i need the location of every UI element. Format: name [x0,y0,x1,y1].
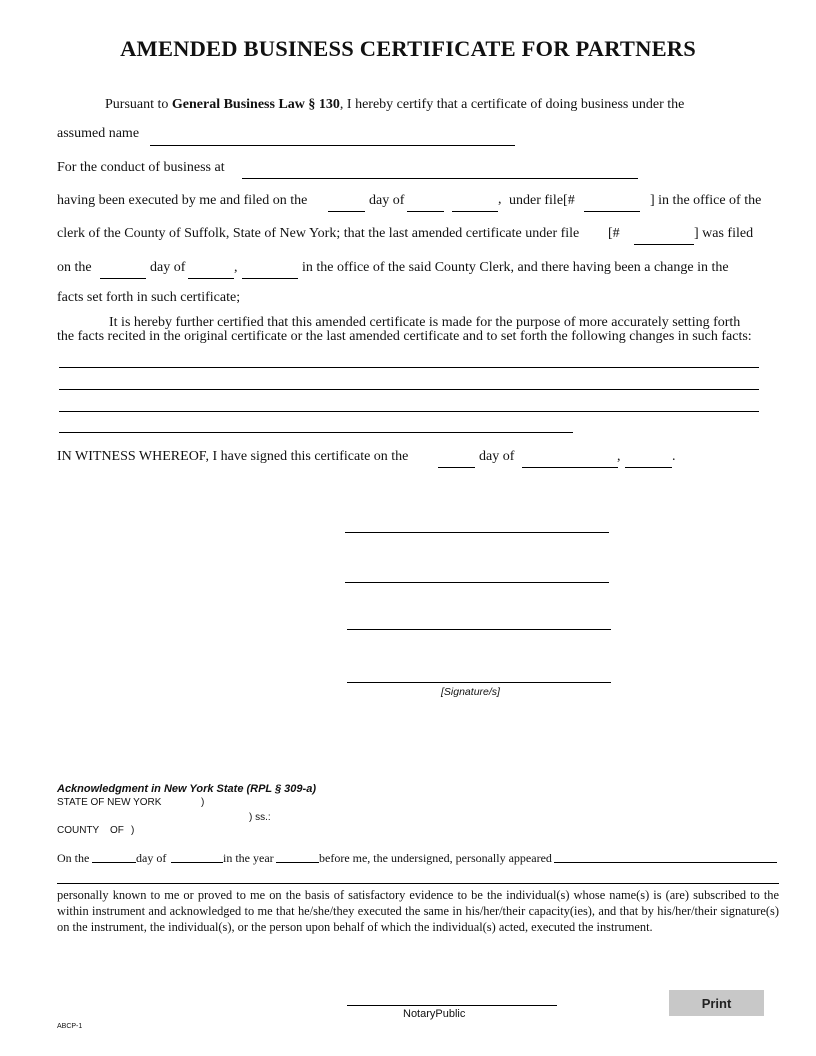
witness-day-field[interactable] [438,453,475,468]
last-file-number-field[interactable] [634,230,694,245]
signature-caption: [Signature/s] [441,686,500,698]
on-the-comma: , [234,260,238,275]
signature-line-2[interactable] [345,582,609,583]
page-title: AMENDED BUSINESS CERTIFICATE FOR PARTNERS [120,36,696,61]
signature-line-3[interactable] [347,629,611,630]
last-filed-year-field[interactable] [242,264,298,279]
ack-day-field[interactable] [92,850,136,863]
pursuant-pre: Pursuant to [105,97,172,112]
business-address-field[interactable] [242,164,638,179]
form-code: ABCP-1 [57,1023,83,1030]
county-label: COUNTY [57,825,100,836]
last-file-hash: [# [608,226,620,241]
witness-period: . [672,449,676,464]
on-the-day-of: day of [150,260,186,275]
witness-day-of: day of [479,449,515,464]
filed-year-field[interactable] [452,197,498,212]
further-certified-line1: It is hereby further certified that this amended certificate is made for the purpose of more accurately setting forth [109,315,741,330]
witness-month-field[interactable] [522,453,618,468]
ack-day-of: day of [136,851,167,865]
notary-public-label: NotaryPublic [403,1008,466,1020]
further-certified-line2: the facts recited in the original certificate or the last amended certificate and to set forth the following changes in such facts: [57,329,752,344]
ss-label: ) ss.: [249,812,271,823]
ack-before-me: before me, the undersigned, personally appeared [319,851,552,865]
executed-text: having been executed by me and filed on the [57,193,308,208]
last-filed-day-field[interactable] [100,264,146,279]
witness-comma: , [617,449,621,464]
assumed-name-label: assumed name [57,126,140,141]
filed-month-field[interactable] [407,197,444,212]
last-filed-month-field[interactable] [188,264,234,279]
acknowledgment-title: Acknowledgment in New York State (RPL § 309-a) [57,783,316,795]
signature-line-4[interactable] [347,682,611,683]
on-the-text: on the [57,260,92,275]
changes-line-4[interactable] [59,432,573,433]
file-number-field[interactable] [584,197,640,212]
pursuant-post: , I hereby certify that a certificate of doing business under the [339,97,685,112]
executed-day-of: day of [369,193,405,208]
signature-line-1[interactable] [345,532,609,533]
clerk-text: clerk of the County of Suffolk, State of New York; that the last amended certificate under file [57,226,580,241]
county-of-label: OF [110,825,124,836]
ack-in-the-year: in the year [223,851,274,865]
changes-line-1[interactable] [59,367,759,368]
print-button[interactable]: Print [669,990,764,1016]
assumed-name-field[interactable] [150,131,515,146]
facts-set-forth: facts set forth in such certificate; [57,290,241,305]
ack-year-field[interactable] [276,850,319,863]
notary-signature-line[interactable] [347,1005,557,1006]
witness-text: IN WITNESS WHEREOF, I have signed this certificate on the [57,449,409,464]
witness-year-field[interactable] [625,453,672,468]
conduct-label: For the conduct of business at [57,160,225,175]
was-filed-text: ] was filed [694,226,754,241]
under-file-label: under file[# [509,193,575,208]
county-paren: ) [131,825,135,836]
state-label: STATE OF NEW YORK [57,797,162,808]
ack-appeared-name-field[interactable] [554,850,777,863]
ack-month-field[interactable] [171,850,223,863]
ack-on-the: On the [57,851,90,865]
ack-name-line[interactable] [57,883,779,884]
filed-day-field[interactable] [328,197,365,212]
changes-line-2[interactable] [59,389,759,390]
executed-comma: , [498,192,502,207]
state-paren: ) [201,797,205,808]
office-of-text: ] in the office of the [650,193,762,208]
county-clerk-text: in the office of the said County Clerk, and there having been a change in the [302,260,729,275]
changes-line-3[interactable] [59,411,759,412]
law-citation: General Business Law § 130 [171,97,340,112]
pursuant-line [105,97,684,113]
acknowledgment-paragraph: personally known to me or proved to me on the basis of satisfactory evidence to be the individual(s) whose name(s) is (are) subscribed to the within instrument and acknowledged to me that he/she/they executed the same in his/her/their capacity(ies), and that by his/her/their signature(s) on the instrument, the individual(s), or the person upon behalf of which the individual(s) acted, executed the instrument. [57,888,779,934]
